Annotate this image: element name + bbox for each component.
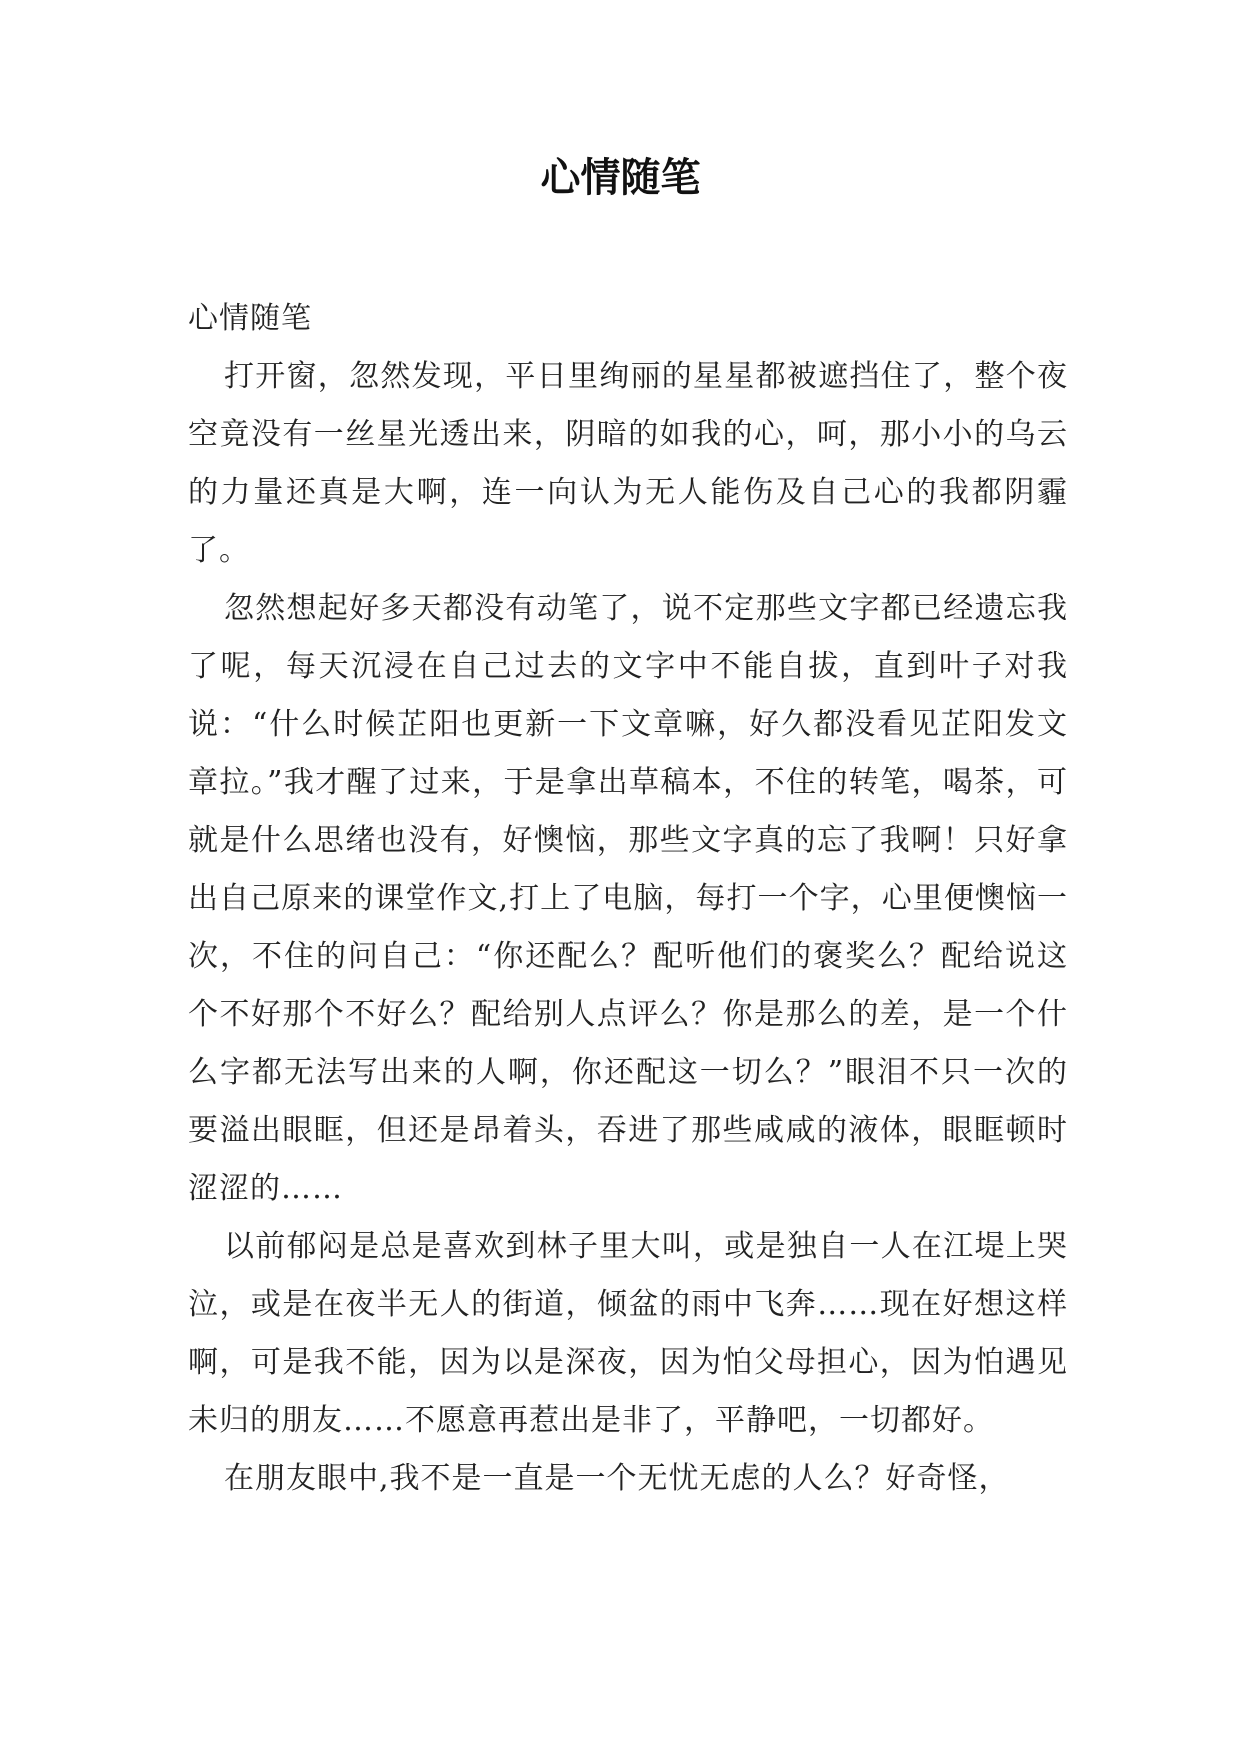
paragraph: 以前郁闷是总是喜欢到林子里大叫，或是独自一人在江堤上哭泣，或是在夜半无人的街道，倾盆的雨中飞奔……现在好想这样啊，可是我不能，因为以是深夜，因为怕父母担心，因为怕遇见未归的朋友……不愿意再惹出是非了，平静吧，一切都好。 (188, 1229, 1068, 1438)
document-subtitle: 心情随笔 (188, 301, 312, 336)
paragraph: 忽然想起好多天都没有动笔了，说不定那些文字都已经遗忘我了呢，每天沉浸在自己过去的文字中不能自拔，直到叶子对我说：“什么时候芷阳也更新一下文章嘛，好久都没看见芷阳发文章拉。”我才醒了过来，于是拿出草稿本，不住的转笔，喝茶，可就是什么思绪也没有，好懊恼，那些文字真的忘了我啊！只好拿出自己原来的课堂作文,打上了电脑，每打一个字，心里便懊恼一次，不住的问自己：“你还配么？配听他们的褒奖么？配给说这个不好那个不好么？配给别人点评么？你是那么的差，是一个什么字都无法写出来的人啊，你还配这一切么？”眼泪不只一次的要溢出眼眶，但还是昂着头，吞进了那些咸咸的液体，眼眶顿时涩涩的…… (188, 591, 1068, 1206)
document-title: 心情随笔 (540, 155, 701, 201)
paragraph: 打开窗，忽然发现，平日里绚丽的星星都被遮挡住了，整个夜空竟没有一丝星光透出来，阴暗的如我的心，呵，那小小的乌云的力量还真是大啊，连一向认为无人能伤及自己心的我都阴霾了。 (188, 359, 1068, 568)
paragraph: 在朋友眼中,我不是一直是一个无忧无虑的人么？好奇怪， (224, 1461, 1010, 1496)
document-body (188, 290, 1068, 1508)
